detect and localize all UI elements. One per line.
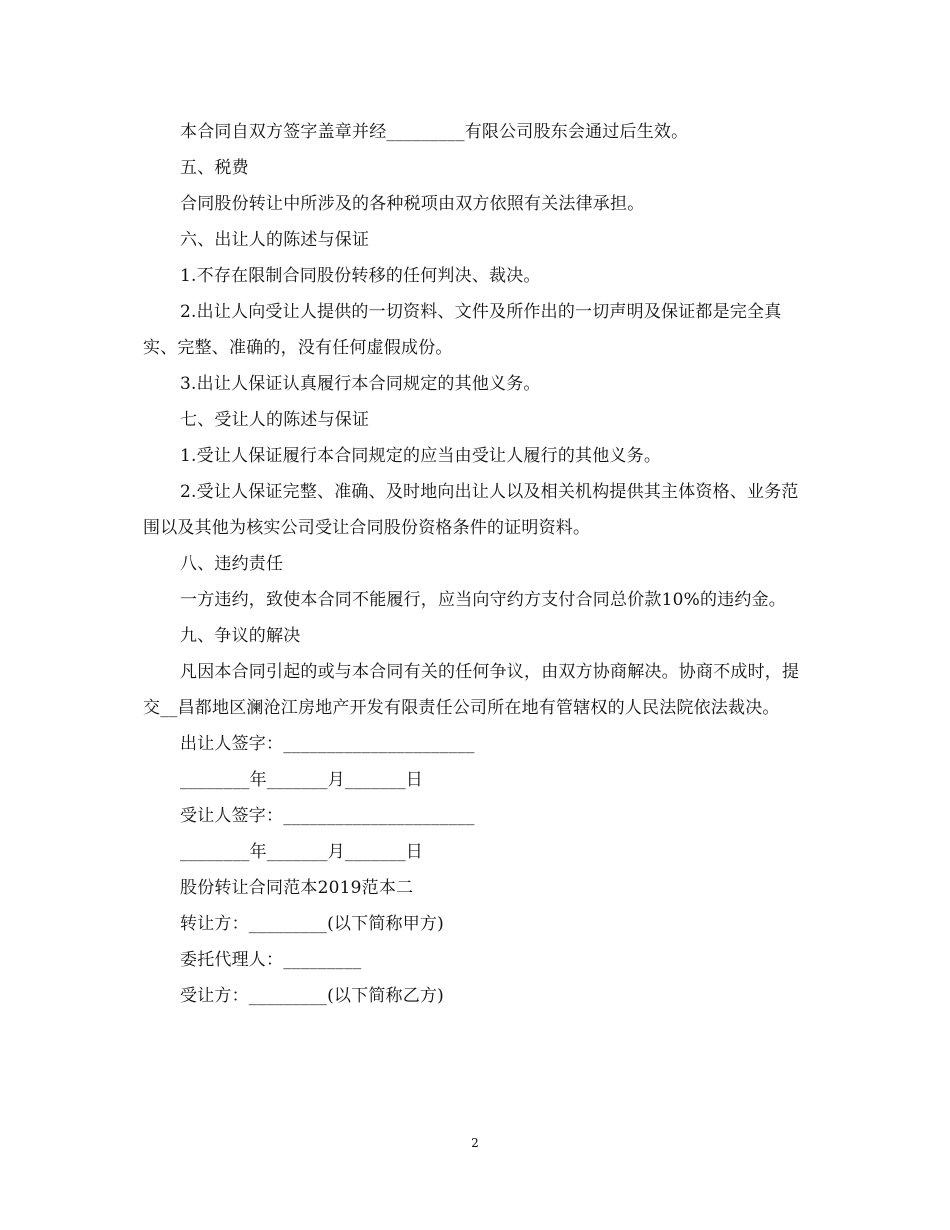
signature-transferee: 受让人签字：______________________: [180, 806, 475, 826]
paragraph-transferor-2: 2.出让人向受让人提供的一切资料、文件及所作出的一切声明及保证都是完全真实、完整、准确的，没有任何虚假成份。: [143, 302, 782, 358]
party-transferee: 受让方：_________(以下简称乙方): [180, 986, 444, 1006]
party-agent: 委托代理人：_________: [180, 950, 362, 970]
paragraph-transferor-1: 1.不存在限制合同股份转移的任何判决、裁决。: [180, 266, 541, 286]
document-body: [143, 114, 803, 1014]
page-number: 2: [471, 1136, 479, 1150]
paragraph-breach: 一方违约，致使本合同不能履行，应当向守约方支付合同总价款10%的违约金。: [180, 590, 786, 610]
date-transferee: ________年_______月_______日: [180, 842, 423, 862]
section-title-template-two: 股份转让合同范本2019范本二: [180, 878, 414, 898]
heading-transferor-warranty: 六、出让人的陈述与保证: [180, 230, 370, 250]
heading-dispute: 九、争议的解决: [180, 626, 301, 646]
signature-transferor: 出让人签字：______________________: [180, 734, 475, 754]
paragraph-transferee-2: 2.受让人保证完整、准确、及时地向出让人以及相关机构提供其主体资格、业务范围以及其他为核实公司受让合同股份资格条件的证明资料。: [143, 482, 799, 538]
party-transferor: 转让方：_________(以下简称甲方): [180, 914, 444, 934]
paragraph-transferor-3: 3.出让人保证认真履行本合同规定的其他义务。: [180, 374, 541, 394]
paragraph-effectiveness: 本合同自双方签字盖章并经_________有限公司股东会通过后生效。: [180, 122, 689, 142]
date-transferor: ________年_______月_______日: [180, 770, 423, 790]
paragraph-transferee-1: 1.受让人保证履行本合同规定的应当由受让人履行的其他义务。: [180, 446, 662, 466]
heading-taxes: 五、税费: [180, 158, 249, 178]
paragraph-dispute: 凡因本合同引起的或与本合同有关的任何争议，由双方协商解决。协商不成时，提交__昌都地区澜沧江房地产开发有限责任公司所在地有管辖权的人民法院依法裁决。: [143, 662, 800, 718]
heading-breach: 八、违约责任: [180, 554, 284, 574]
heading-transferee-warranty: 七、受让人的陈述与保证: [180, 410, 370, 430]
paragraph-taxes: 合同股份转让中所涉及的各种税项由双方依照有关法律承担。: [180, 194, 645, 214]
